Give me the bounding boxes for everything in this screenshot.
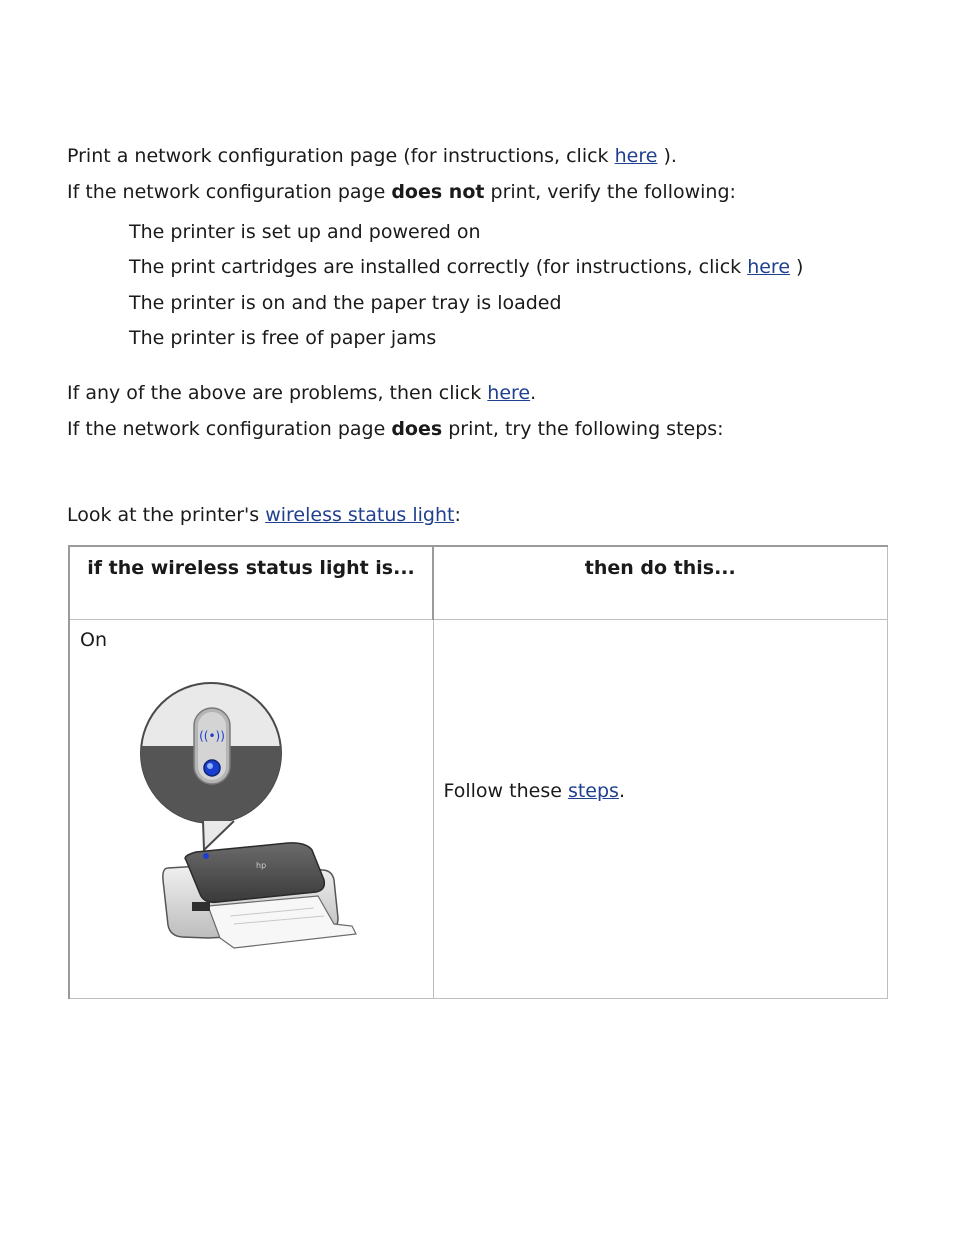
intro-line-2: If the network configuration page does not print, verify the following: [67,181,736,203]
table-row [69,620,887,999]
does-print-line: If the network configuration page does print, try the following steps: [67,418,724,440]
printer-wireless-light-on-illustration [138,680,363,955]
checklist-item-paper-jams: The printer is free of paper jams [129,327,437,349]
cartridge-instructions-link[interactable]: here [747,256,791,278]
table-header-row [69,546,887,620]
printer-icon [163,843,356,948]
light-state-label: On [80,629,107,651]
svg-text:hp: hp [256,861,267,870]
wireless-icon: ((•)) [199,729,225,743]
problems-line: If any of the above are problems, then click here. [67,382,537,404]
follow-steps-link[interactable]: steps [567,780,619,802]
look-at-light-line: Look at the printer's wireless status light: [67,504,461,526]
checklist-item-paper-tray: The printer is on and the paper tray is loaded [129,292,562,314]
problems-help-link[interactable]: here [487,382,531,404]
config-page-instructions-link[interactable]: here [614,145,658,167]
table-header-action: then do this... [433,546,887,620]
intro-line-1: Print a network configuration page (for instructions, click here ). [67,145,677,167]
table-header-light-state: if the wireless status light is... [69,546,433,620]
checklist-item-cartridges: The print cartridges are installed correctly (for instructions, click here ) [129,256,804,278]
light-state-cell [69,620,433,999]
wireless-status-table [68,545,888,999]
wireless-status-light-link[interactable]: wireless status light [265,504,455,526]
checklist-item-powered: The printer is set up and powered on [129,221,481,243]
action-text: Follow these steps. [443,780,625,802]
action-cell [433,620,887,999]
